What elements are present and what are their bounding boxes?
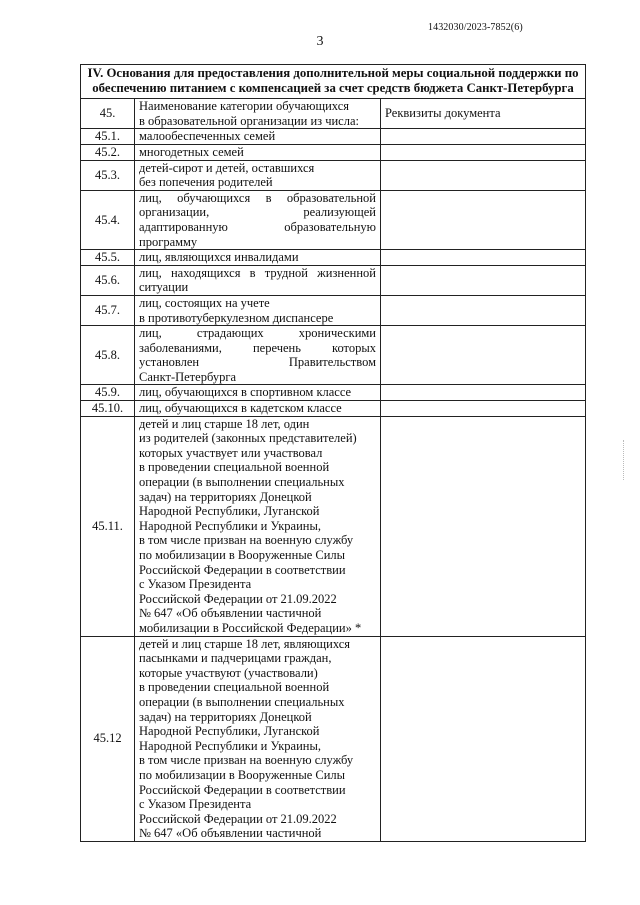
table-row <box>81 160 586 190</box>
row-category <box>135 250 381 266</box>
row-category <box>135 144 381 160</box>
category-line: лиц, являющихся инвалидами <box>139 250 299 265</box>
category-line: № 647 «Об объявлении частичной <box>139 826 322 841</box>
row-category <box>135 326 381 385</box>
row-requisites <box>381 385 586 401</box>
row-number: 45.1. <box>81 129 135 145</box>
category-line: малообеспеченных семей <box>139 129 276 144</box>
row-requisites <box>381 326 586 385</box>
category-line: организации, реализующей <box>139 205 376 220</box>
row-category <box>135 636 381 841</box>
scan-edge-marks <box>623 440 634 480</box>
category-line: которые участвуют (участвовали) <box>139 665 318 680</box>
row-number: 45.5. <box>81 250 135 266</box>
document-registration-number: 1432030/2023-7852(6) <box>428 22 523 33</box>
row-category <box>135 190 381 249</box>
category-line: заболеваниями, перечень которых <box>139 340 376 355</box>
row-category <box>135 416 381 636</box>
category-line: по мобилизации в Вооруженные Силы <box>139 548 346 562</box>
category-line: Народной Республики, Луганской <box>139 504 320 519</box>
row-number: 45.2. <box>81 144 135 160</box>
category-line: многодетных семей <box>139 144 244 159</box>
category-line: Народной Республики и Украины, <box>139 738 322 753</box>
table-row <box>81 636 586 841</box>
header-category-cell <box>135 99 381 129</box>
row-number: 45.8. <box>81 326 135 385</box>
category-line: лиц, страдающих хроническими <box>139 326 376 341</box>
category-line: программу <box>139 234 198 249</box>
row-number: 45.7. <box>81 295 135 325</box>
row-requisites <box>381 401 586 417</box>
table-row <box>81 129 586 145</box>
row-requisites <box>381 250 586 266</box>
category-line: установлен Правительством <box>139 355 376 370</box>
category-line: с Указом Президента <box>139 577 252 592</box>
table-row <box>81 385 586 401</box>
category-line: лиц, обучающихся в спортивном классе <box>139 385 352 400</box>
row-number: 45.4. <box>81 190 135 249</box>
row-requisites <box>381 265 586 295</box>
page-number: 3 <box>316 34 324 49</box>
table-row <box>81 144 586 160</box>
category-line: мобилизации в Российской Федерации» * <box>139 620 362 635</box>
row-requisites <box>381 636 586 841</box>
row-category <box>135 295 381 325</box>
category-line: по мобилизации в Вооруженные Силы <box>139 767 346 782</box>
row-category <box>135 265 381 295</box>
row-requisites <box>381 416 586 636</box>
category-line: задач) на территориях Донецкой <box>139 709 312 724</box>
category-line: Народной Республики, Луганской <box>139 724 320 739</box>
header-requisites-cell: Реквизиты документа <box>381 99 586 129</box>
category-line: лиц, состоящих на учете <box>139 295 270 310</box>
category-line: в том числе призван на военную службу <box>139 753 354 768</box>
table-row <box>81 295 586 325</box>
row-number: 45.10. <box>81 401 135 417</box>
category-line: которых участвует или участвовал <box>139 445 323 460</box>
table-row <box>81 326 586 385</box>
category-line: лиц, обучающихся в образовательной <box>139 190 376 205</box>
row-requisites <box>381 144 586 160</box>
row-category <box>135 385 381 401</box>
category-line: ситуации <box>139 280 189 295</box>
support-basis-table <box>80 64 586 842</box>
category-line: задач) на территориях Донецкой <box>139 489 312 504</box>
row-number: 45.3. <box>81 160 135 190</box>
category-line: в том числе призван на военную службу <box>139 533 354 548</box>
category-line: детей и лиц старше 18 лет, один <box>139 416 310 431</box>
row-number: 45.6. <box>81 265 135 295</box>
category-line: операции (в выполнении специальных <box>139 475 345 490</box>
category-line: № 647 «Об объявлении частичной <box>139 606 322 621</box>
category-line: в проведении специальной военной <box>139 680 330 695</box>
category-line: с Указом Президента <box>139 797 252 812</box>
row-number: 45.12 <box>81 636 135 841</box>
row-category <box>135 129 381 145</box>
category-line: детей-сирот и детей, оставшихся <box>139 160 315 175</box>
category-line: в проведении специальной военной <box>139 460 330 475</box>
category-line: из родителей (законных представителей) <box>139 431 357 446</box>
section-header-row <box>81 65 586 99</box>
category-line: без попечения родителей <box>139 175 273 190</box>
row-category <box>135 160 381 190</box>
category-line: в противотуберкулезном диспансере <box>139 310 334 325</box>
category-line: Российской Федерации в соответствии <box>139 782 346 797</box>
section-title-line-2: обеспечению питанием с компенсацией за счет средств бюджета Санкт-Петербурга <box>92 80 574 95</box>
category-line: Российской Федерации от 21.09.2022 <box>139 811 337 826</box>
row-number: 45.11. <box>81 416 135 636</box>
section-title <box>81 65 586 99</box>
category-line: Российской Федерации в соответствии <box>139 562 346 577</box>
category-line: Народной Республики и Украины, <box>139 518 322 533</box>
table-row <box>81 401 586 417</box>
header-number-cell: 45. <box>81 99 135 129</box>
table-row <box>81 265 586 295</box>
category-line: детей и лиц старше 18 лет, являющихся <box>139 636 351 651</box>
category-line: Санкт-Петербурга <box>139 369 237 384</box>
row-category <box>135 401 381 417</box>
category-line: лиц, обучающихся в кадетском классе <box>139 401 342 416</box>
row-number: 45.9. <box>81 385 135 401</box>
category-line: адаптированную образовательную <box>139 219 376 234</box>
category-line: операции (в выполнении специальных <box>139 694 345 709</box>
table-row <box>81 190 586 249</box>
section-title-line-1: IV. Основания для предоставления дополнительной меры социальной поддержки по <box>87 66 579 80</box>
category-line: лиц, находящихся в трудной жизненной <box>139 265 376 280</box>
row-requisites <box>381 129 586 145</box>
header-category-line-1: Наименование категории обучающихся <box>139 99 349 114</box>
table-row <box>81 416 586 636</box>
header-category-line-2: в образовательной организации из числа: <box>139 113 359 128</box>
row-requisites <box>381 295 586 325</box>
row-requisites <box>381 160 586 190</box>
row-requisites <box>381 190 586 249</box>
category-line: Российской Федерации от 21.09.2022 <box>139 591 337 606</box>
table-header-row <box>81 99 586 129</box>
table-row <box>81 250 586 266</box>
category-line: пасынками и падчерицами граждан, <box>139 651 332 666</box>
